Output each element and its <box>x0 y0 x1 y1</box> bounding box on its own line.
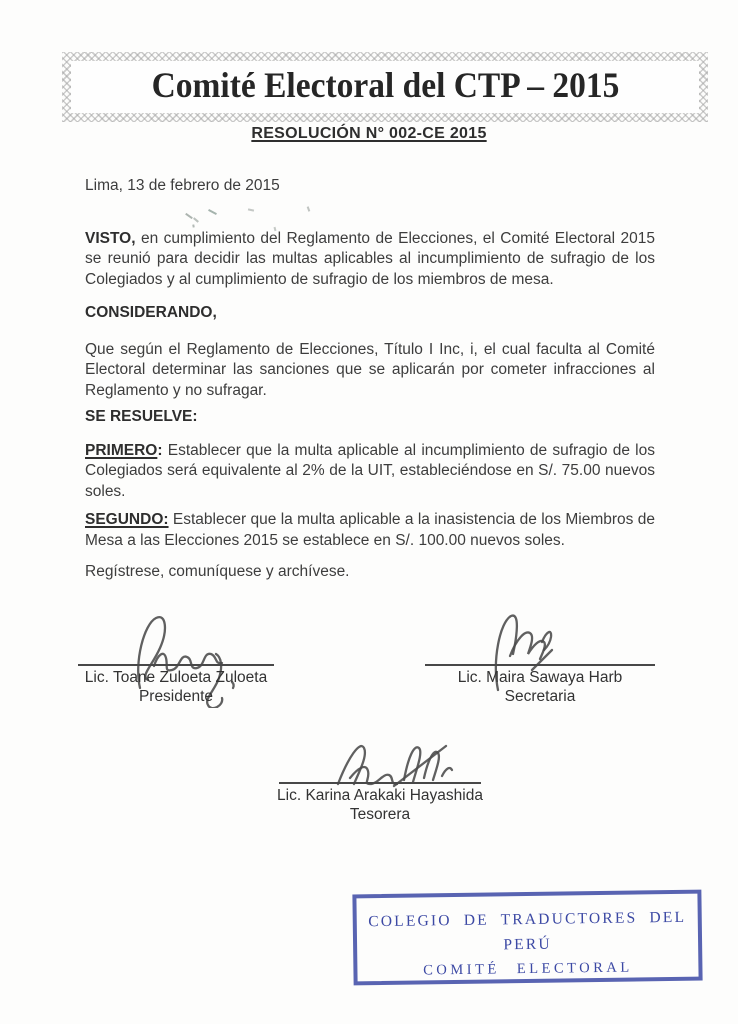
considerando-label: CONSIDERANDO, <box>85 304 217 321</box>
signer-role: Tesorera <box>349 806 411 823</box>
segundo-text: Establecer que la multa aplicable a la inasistencia de los Miembros de Mesa a las Elecciones 2015 se establece en S/. 100.00 nuevos soles. <box>85 511 655 549</box>
header-box-inner <box>71 61 699 113</box>
heading-se-resuelve <box>85 407 655 428</box>
stamp-line1: COLEGIO DE TRADUCTORES DEL PERÚ <box>368 908 687 954</box>
document-title: Comité Electoral del CTP – 2015 <box>151 65 619 105</box>
pencil-mark <box>192 224 194 227</box>
signer-role: Secretaria <box>504 688 576 705</box>
signature-line <box>425 664 655 666</box>
signer-name: Lic. Toane Zuloeta Zuloeta <box>84 669 268 686</box>
signature-block-secretaria <box>420 664 660 706</box>
primero-label: PRIMERO <box>85 441 158 459</box>
se-resuelve-label: SE RESUELVE: <box>85 408 198 425</box>
signer-name: Lic. Maira Sawaya Harb <box>457 669 623 686</box>
resolution-number: RESOLUCIÓN N° 002-CE 2015 <box>251 125 487 142</box>
resolution-heading <box>0 125 738 143</box>
closing-line: Regístrese, comuníquese y archívese. <box>85 563 350 580</box>
visto-text: en cumplimiento del Reglamento de Elecciones, el Comité Electoral 2015 se reunió para decidir las multas aplicables al incumplimiento de sufragio de los Colegiados y al cumplimiento de sufragio de los miembros de mesa. <box>85 229 655 288</box>
segundo-label: SEGUNDO: <box>85 511 169 528</box>
paragraph-que: Que según el Reglamento de Elecciones, Título I Inc, i, el cual faculta al Comité Electoral determinar las sanciones que se aplicarán por cometer infracciones al Reglamento y no sufragar. <box>85 340 655 399</box>
heading-considerando <box>85 303 655 324</box>
paragraph-primero <box>85 441 655 503</box>
visto-label: VISTO, <box>85 229 136 247</box>
institution-stamp <box>352 890 702 986</box>
signature-line <box>279 782 481 784</box>
signer-role: Presidente <box>138 688 214 705</box>
header-box <box>62 52 708 122</box>
signature-line <box>78 664 274 666</box>
paragraph-segundo <box>85 510 655 551</box>
signature-block-presidente <box>72 664 280 706</box>
signer-name: Lic. Karina Arakaki Hayashida <box>277 787 483 804</box>
primero-sep: : <box>157 441 163 459</box>
primero-text: Establecer que la multa aplicable al incumplimiento de sufragio de los Colegiados será equivalente al 2% de la UIT, estableciéndose en S/. 75.00 nuevos soles. <box>85 441 655 500</box>
date-line: Lima, 13 de febrero de 2015 <box>85 177 280 194</box>
document-body <box>85 176 655 583</box>
paragraph-visto <box>85 229 655 291</box>
stamp-line2: COMITÉ ELECTORAL <box>423 959 633 979</box>
signature-block-tesorera <box>258 782 502 824</box>
